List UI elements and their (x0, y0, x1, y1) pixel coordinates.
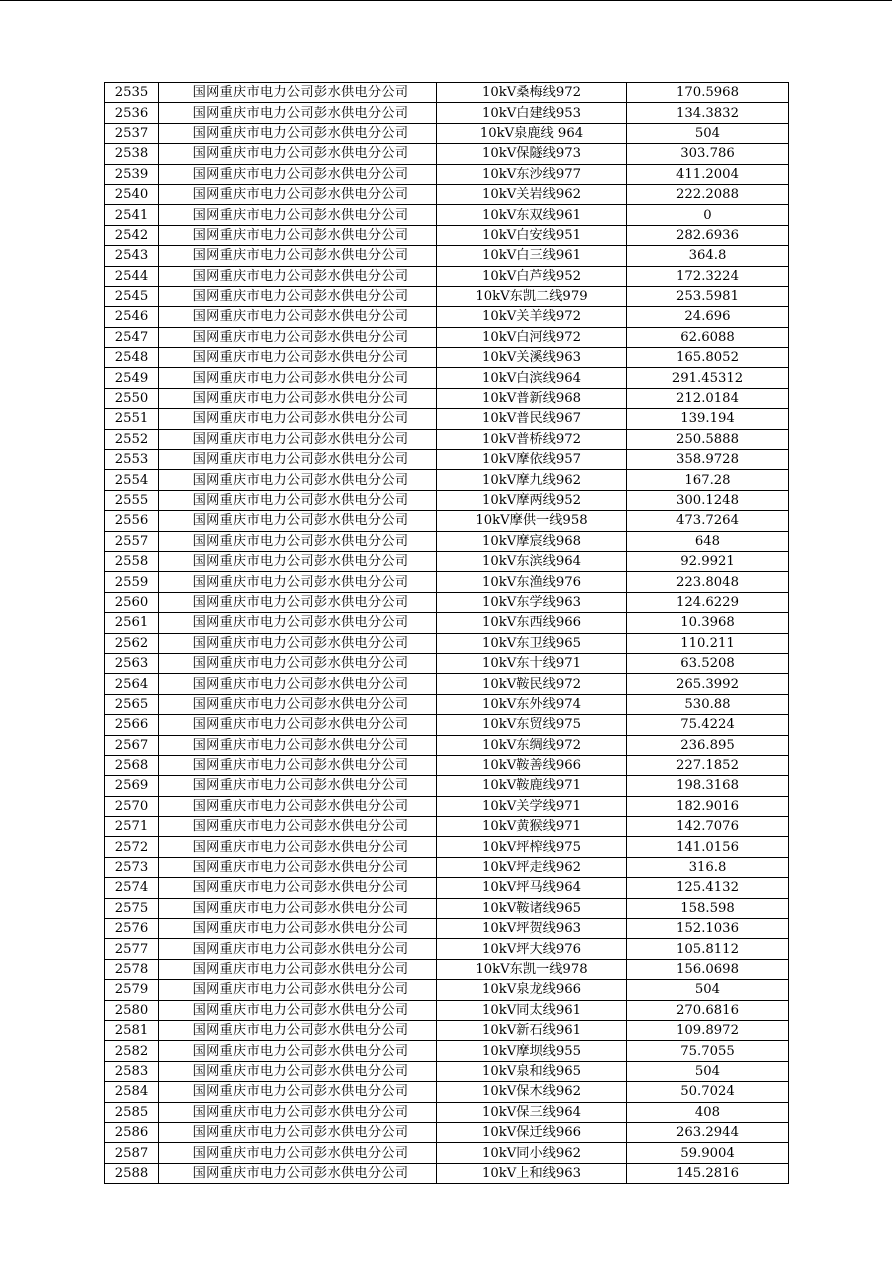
value-cell: 141.0156 (627, 837, 789, 857)
value-cell: 303.786 (627, 144, 789, 164)
value-cell: 504 (627, 1061, 789, 1081)
value-cell: 170.5968 (627, 83, 789, 103)
table-row (105, 939, 789, 959)
line-name-cell: 10kV摩依线957 (437, 450, 627, 470)
company-cell: 国网重庆市电力公司彭水供电分公司 (159, 674, 437, 694)
line-name-cell: 10kV鞍善线966 (437, 755, 627, 775)
line-name-cell: 10kV白芦线952 (437, 266, 627, 286)
value-cell: 253.5981 (627, 286, 789, 306)
table-row (105, 857, 789, 877)
row-number-cell: 2547 (105, 327, 159, 347)
table-row (105, 1000, 789, 1020)
line-name-cell: 10kV东滨线964 (437, 551, 627, 571)
line-name-cell: 10kV摩宸线968 (437, 531, 627, 551)
line-name-cell: 10kV上和线963 (437, 1163, 627, 1183)
value-cell: 125.4132 (627, 878, 789, 898)
table-row (105, 205, 789, 225)
row-number-cell: 2546 (105, 307, 159, 327)
table-row (105, 184, 789, 204)
value-cell: 648 (627, 531, 789, 551)
line-name-cell: 10kV坪榨线975 (437, 837, 627, 857)
line-name-cell: 10kV泉鹿线 964 (437, 123, 627, 143)
company-cell: 国网重庆市电力公司彭水供电分公司 (159, 1000, 437, 1020)
company-cell: 国网重庆市电力公司彭水供电分公司 (159, 633, 437, 653)
company-cell: 国网重庆市电力公司彭水供电分公司 (159, 776, 437, 796)
company-cell: 国网重庆市电力公司彭水供电分公司 (159, 1041, 437, 1061)
line-name-cell: 10kV坪贺线963 (437, 919, 627, 939)
line-name-cell: 10kV东双线961 (437, 205, 627, 225)
row-number-cell: 2578 (105, 959, 159, 979)
line-name-cell: 10kV关溪线963 (437, 348, 627, 368)
company-cell: 国网重庆市电力公司彭水供电分公司 (159, 450, 437, 470)
value-cell: 59.9004 (627, 1143, 789, 1163)
row-number-cell: 2587 (105, 1143, 159, 1163)
company-cell: 国网重庆市电力公司彭水供电分公司 (159, 613, 437, 633)
line-name-cell: 10kV东贸线975 (437, 715, 627, 735)
company-cell: 国网重庆市电力公司彭水供电分公司 (159, 409, 437, 429)
line-name-cell: 10kV黄猴线971 (437, 817, 627, 837)
table-row (105, 633, 789, 653)
table-row (105, 715, 789, 735)
row-number-cell: 2543 (105, 246, 159, 266)
row-number-cell: 2577 (105, 939, 159, 959)
table-row (105, 755, 789, 775)
table-row (105, 1102, 789, 1122)
line-name-cell: 10kV东凯二线979 (437, 286, 627, 306)
line-name-cell: 10kV新石线961 (437, 1020, 627, 1040)
company-cell: 国网重庆市电力公司彭水供电分公司 (159, 246, 437, 266)
value-cell: 530.88 (627, 694, 789, 714)
line-name-cell: 10kV白三线961 (437, 246, 627, 266)
line-name-cell: 10kV白建线953 (437, 103, 627, 123)
line-name-cell: 10kV同太线961 (437, 1000, 627, 1020)
value-cell: 110.211 (627, 633, 789, 653)
row-number-cell: 2579 (105, 980, 159, 1000)
table-row (105, 959, 789, 979)
row-number-cell: 2565 (105, 694, 159, 714)
table-row (105, 409, 789, 429)
row-number-cell: 2555 (105, 490, 159, 510)
row-number-cell: 2588 (105, 1163, 159, 1183)
table-row (105, 817, 789, 837)
company-cell: 国网重庆市电力公司彭水供电分公司 (159, 817, 437, 837)
value-cell: 63.5208 (627, 653, 789, 673)
company-cell: 国网重庆市电力公司彭水供电分公司 (159, 1082, 437, 1102)
line-name-cell: 10kV泉和线965 (437, 1061, 627, 1081)
line-name-cell: 10kV关学线971 (437, 796, 627, 816)
value-cell: 408 (627, 1102, 789, 1122)
row-number-cell: 2560 (105, 592, 159, 612)
row-number-cell: 2572 (105, 837, 159, 857)
table-row (105, 225, 789, 245)
line-name-cell: 10kV东渔线976 (437, 572, 627, 592)
row-number-cell: 2548 (105, 348, 159, 368)
row-number-cell: 2557 (105, 531, 159, 551)
value-cell: 50.7024 (627, 1082, 789, 1102)
row-number-cell: 2544 (105, 266, 159, 286)
table-body (105, 83, 789, 1184)
row-number-cell: 2575 (105, 898, 159, 918)
company-cell: 国网重庆市电力公司彭水供电分公司 (159, 653, 437, 673)
table-row (105, 266, 789, 286)
table-row (105, 368, 789, 388)
row-number-cell: 2576 (105, 919, 159, 939)
table-row (105, 307, 789, 327)
row-number-cell: 2552 (105, 429, 159, 449)
line-name-cell: 10kV鞍民线972 (437, 674, 627, 694)
company-cell: 国网重庆市电力公司彭水供电分公司 (159, 1020, 437, 1040)
line-name-cell: 10kV坪马线964 (437, 878, 627, 898)
company-cell: 国网重庆市电力公司彭水供电分公司 (159, 1102, 437, 1122)
company-cell: 国网重庆市电力公司彭水供电分公司 (159, 184, 437, 204)
line-name-cell: 10kV东西线966 (437, 613, 627, 633)
company-cell: 国网重庆市电力公司彭水供电分公司 (159, 327, 437, 347)
row-number-cell: 2536 (105, 103, 159, 123)
line-name-cell: 10kV关岩线962 (437, 184, 627, 204)
table-row (105, 123, 789, 143)
line-name-cell: 10kV普新线968 (437, 388, 627, 408)
value-cell: 62.6088 (627, 327, 789, 347)
company-cell: 国网重庆市电力公司彭水供电分公司 (159, 490, 437, 510)
row-number-cell: 2542 (105, 225, 159, 245)
row-number-cell: 2569 (105, 776, 159, 796)
table-row (105, 796, 789, 816)
value-cell: 124.6229 (627, 592, 789, 612)
company-cell: 国网重庆市电力公司彭水供电分公司 (159, 144, 437, 164)
company-cell: 国网重庆市电力公司彭水供电分公司 (159, 796, 437, 816)
table-row (105, 1020, 789, 1040)
row-number-cell: 2567 (105, 735, 159, 755)
company-cell: 国网重庆市电力公司彭水供电分公司 (159, 286, 437, 306)
line-name-cell: 10kV普民线967 (437, 409, 627, 429)
value-cell: 227.1852 (627, 755, 789, 775)
company-cell: 国网重庆市电力公司彭水供电分公司 (159, 531, 437, 551)
row-number-cell: 2562 (105, 633, 159, 653)
line-name-cell: 10kV保迁线966 (437, 1122, 627, 1142)
value-cell: 504 (627, 123, 789, 143)
row-number-cell: 2564 (105, 674, 159, 694)
row-number-cell: 2554 (105, 470, 159, 490)
company-cell: 国网重庆市电力公司彭水供电分公司 (159, 551, 437, 571)
row-number-cell: 2535 (105, 83, 159, 103)
table-row (105, 980, 789, 1000)
value-cell: 316.8 (627, 857, 789, 877)
company-cell: 国网重庆市电力公司彭水供电分公司 (159, 388, 437, 408)
value-cell: 265.3992 (627, 674, 789, 694)
line-name-cell: 10kV白安线951 (437, 225, 627, 245)
table-row (105, 898, 789, 918)
company-cell: 国网重庆市电力公司彭水供电分公司 (159, 592, 437, 612)
table-row (105, 694, 789, 714)
row-number-cell: 2586 (105, 1122, 159, 1142)
value-cell: 139.194 (627, 409, 789, 429)
company-cell: 国网重庆市电力公司彭水供电分公司 (159, 103, 437, 123)
table-row (105, 348, 789, 368)
company-cell: 国网重庆市电力公司彭水供电分公司 (159, 225, 437, 245)
line-name-cell: 10kV东学线963 (437, 592, 627, 612)
line-name-cell: 10kV桑梅线972 (437, 83, 627, 103)
company-cell: 国网重庆市电力公司彭水供电分公司 (159, 857, 437, 877)
value-cell: 291.45312 (627, 368, 789, 388)
value-cell: 504 (627, 980, 789, 1000)
row-number-cell: 2568 (105, 755, 159, 775)
table-row (105, 327, 789, 347)
company-cell: 国网重庆市电力公司彭水供电分公司 (159, 898, 437, 918)
line-name-cell: 10kV保三线964 (437, 1102, 627, 1122)
value-cell: 167.28 (627, 470, 789, 490)
company-cell: 国网重庆市电力公司彭水供电分公司 (159, 878, 437, 898)
company-cell: 国网重庆市电力公司彭水供电分公司 (159, 1122, 437, 1142)
value-cell: 270.6816 (627, 1000, 789, 1020)
value-cell: 263.2944 (627, 1122, 789, 1142)
row-number-cell: 2559 (105, 572, 159, 592)
line-name-cell: 10kV白河线972 (437, 327, 627, 347)
value-cell: 473.7264 (627, 511, 789, 531)
row-number-cell: 2537 (105, 123, 159, 143)
row-number-cell: 2580 (105, 1000, 159, 1020)
line-name-cell: 10kV同小线962 (437, 1143, 627, 1163)
value-cell: 411.2004 (627, 164, 789, 184)
row-number-cell: 2539 (105, 164, 159, 184)
row-number-cell: 2556 (105, 511, 159, 531)
value-cell: 142.7076 (627, 817, 789, 837)
company-cell: 国网重庆市电力公司彭水供电分公司 (159, 266, 437, 286)
line-name-cell: 10kV鞍诸线965 (437, 898, 627, 918)
table-row (105, 735, 789, 755)
value-cell: 152.1036 (627, 919, 789, 939)
table-row (105, 1163, 789, 1183)
value-cell: 172.3224 (627, 266, 789, 286)
line-name-cell: 10kV坪走线962 (437, 857, 627, 877)
company-cell: 国网重庆市电力公司彭水供电分公司 (159, 919, 437, 939)
line-name-cell: 10kV泉龙线966 (437, 980, 627, 1000)
row-number-cell: 2540 (105, 184, 159, 204)
value-cell: 182.9016 (627, 796, 789, 816)
table-row (105, 1041, 789, 1061)
table-row (105, 878, 789, 898)
value-cell: 198.3168 (627, 776, 789, 796)
table-row (105, 490, 789, 510)
company-cell: 国网重庆市电力公司彭水供电分公司 (159, 511, 437, 531)
row-number-cell: 2574 (105, 878, 159, 898)
company-cell: 国网重庆市电力公司彭水供电分公司 (159, 470, 437, 490)
value-cell: 24.696 (627, 307, 789, 327)
table-row (105, 83, 789, 103)
row-number-cell: 2553 (105, 450, 159, 470)
line-name-cell: 10kV东绸线972 (437, 735, 627, 755)
row-number-cell: 2582 (105, 1041, 159, 1061)
table-row (105, 653, 789, 673)
company-cell: 国网重庆市电力公司彭水供电分公司 (159, 368, 437, 388)
value-cell: 165.8052 (627, 348, 789, 368)
table-row (105, 286, 789, 306)
company-cell: 国网重庆市电力公司彭水供电分公司 (159, 1061, 437, 1081)
value-cell: 109.8972 (627, 1020, 789, 1040)
table-row (105, 246, 789, 266)
table-row (105, 1082, 789, 1102)
table-row (105, 470, 789, 490)
table-row (105, 103, 789, 123)
table-row (105, 776, 789, 796)
line-name-cell: 10kV东凯一线978 (437, 959, 627, 979)
company-cell: 国网重庆市电力公司彭水供电分公司 (159, 939, 437, 959)
company-cell: 国网重庆市电力公司彭水供电分公司 (159, 715, 437, 735)
row-number-cell: 2550 (105, 388, 159, 408)
value-cell: 282.6936 (627, 225, 789, 245)
table-row (105, 531, 789, 551)
value-cell: 236.895 (627, 735, 789, 755)
company-cell: 国网重庆市电力公司彭水供电分公司 (159, 307, 437, 327)
line-name-cell: 10kV坪大线976 (437, 939, 627, 959)
company-cell: 国网重庆市电力公司彭水供电分公司 (159, 837, 437, 857)
company-cell: 国网重庆市电力公司彭水供电分公司 (159, 1163, 437, 1183)
line-name-cell: 10kV普桥线972 (437, 429, 627, 449)
row-number-cell: 2563 (105, 653, 159, 673)
value-cell: 75.4224 (627, 715, 789, 735)
table-row (105, 919, 789, 939)
value-cell: 250.5888 (627, 429, 789, 449)
value-cell: 156.0698 (627, 959, 789, 979)
table-row (105, 674, 789, 694)
row-number-cell: 2545 (105, 286, 159, 306)
row-number-cell: 2583 (105, 1061, 159, 1081)
value-cell: 364.8 (627, 246, 789, 266)
table-row (105, 511, 789, 531)
line-name-cell: 10kV东十线971 (437, 653, 627, 673)
row-number-cell: 2581 (105, 1020, 159, 1040)
line-name-cell: 10kV保隧线973 (437, 144, 627, 164)
line-name-cell: 10kV白滨线964 (437, 368, 627, 388)
value-cell: 0 (627, 205, 789, 225)
company-cell: 国网重庆市电力公司彭水供电分公司 (159, 348, 437, 368)
line-name-cell: 10kV东外线974 (437, 694, 627, 714)
value-cell: 212.0184 (627, 388, 789, 408)
table-row (105, 551, 789, 571)
table-row (105, 450, 789, 470)
row-number-cell: 2584 (105, 1082, 159, 1102)
value-cell: 158.598 (627, 898, 789, 918)
company-cell: 国网重庆市电力公司彭水供电分公司 (159, 429, 437, 449)
row-number-cell: 2585 (105, 1102, 159, 1122)
company-cell: 国网重庆市电力公司彭水供电分公司 (159, 735, 437, 755)
line-name-cell: 10kV摩两线952 (437, 490, 627, 510)
value-cell: 134.3832 (627, 103, 789, 123)
company-cell: 国网重庆市电力公司彭水供电分公司 (159, 205, 437, 225)
row-number-cell: 2551 (105, 409, 159, 429)
company-cell: 国网重庆市电力公司彭水供电分公司 (159, 164, 437, 184)
line-name-cell: 10kV摩九线962 (437, 470, 627, 490)
line-name-cell: 10kV保木线962 (437, 1082, 627, 1102)
line-data-table (104, 82, 789, 1184)
value-cell: 75.7055 (627, 1041, 789, 1061)
line-name-cell: 10kV关羊线972 (437, 307, 627, 327)
row-number-cell: 2571 (105, 817, 159, 837)
company-cell: 国网重庆市电力公司彭水供电分公司 (159, 123, 437, 143)
value-cell: 105.8112 (627, 939, 789, 959)
table-row (105, 837, 789, 857)
table-row (105, 388, 789, 408)
table-row (105, 144, 789, 164)
company-cell: 国网重庆市电力公司彭水供电分公司 (159, 980, 437, 1000)
line-name-cell: 10kV东沙线977 (437, 164, 627, 184)
table-row (105, 164, 789, 184)
value-cell: 92.9921 (627, 551, 789, 571)
value-cell: 10.3968 (627, 613, 789, 633)
table-row (105, 572, 789, 592)
table-row (105, 429, 789, 449)
value-cell: 358.9728 (627, 450, 789, 470)
table-row (105, 1061, 789, 1081)
line-name-cell: 10kV摩供一线958 (437, 511, 627, 531)
value-cell: 223.8048 (627, 572, 789, 592)
table-row (105, 1143, 789, 1163)
table-row (105, 1122, 789, 1142)
page-top-border (0, 0, 892, 1)
company-cell: 国网重庆市电力公司彭水供电分公司 (159, 959, 437, 979)
line-name-cell: 10kV鞍鹿线971 (437, 776, 627, 796)
company-cell: 国网重庆市电力公司彭水供电分公司 (159, 572, 437, 592)
row-number-cell: 2570 (105, 796, 159, 816)
company-cell: 国网重庆市电力公司彭水供电分公司 (159, 83, 437, 103)
row-number-cell: 2541 (105, 205, 159, 225)
value-cell: 300.1248 (627, 490, 789, 510)
row-number-cell: 2538 (105, 144, 159, 164)
row-number-cell: 2558 (105, 551, 159, 571)
value-cell: 145.2816 (627, 1163, 789, 1183)
line-name-cell: 10kV东卫线965 (437, 633, 627, 653)
row-number-cell: 2573 (105, 857, 159, 877)
table-row (105, 592, 789, 612)
company-cell: 国网重庆市电力公司彭水供电分公司 (159, 1143, 437, 1163)
company-cell: 国网重庆市电力公司彭水供电分公司 (159, 755, 437, 775)
table-row (105, 613, 789, 633)
company-cell: 国网重庆市电力公司彭水供电分公司 (159, 694, 437, 714)
row-number-cell: 2566 (105, 715, 159, 735)
value-cell: 222.2088 (627, 184, 789, 204)
line-name-cell: 10kV摩坝线955 (437, 1041, 627, 1061)
row-number-cell: 2561 (105, 613, 159, 633)
row-number-cell: 2549 (105, 368, 159, 388)
